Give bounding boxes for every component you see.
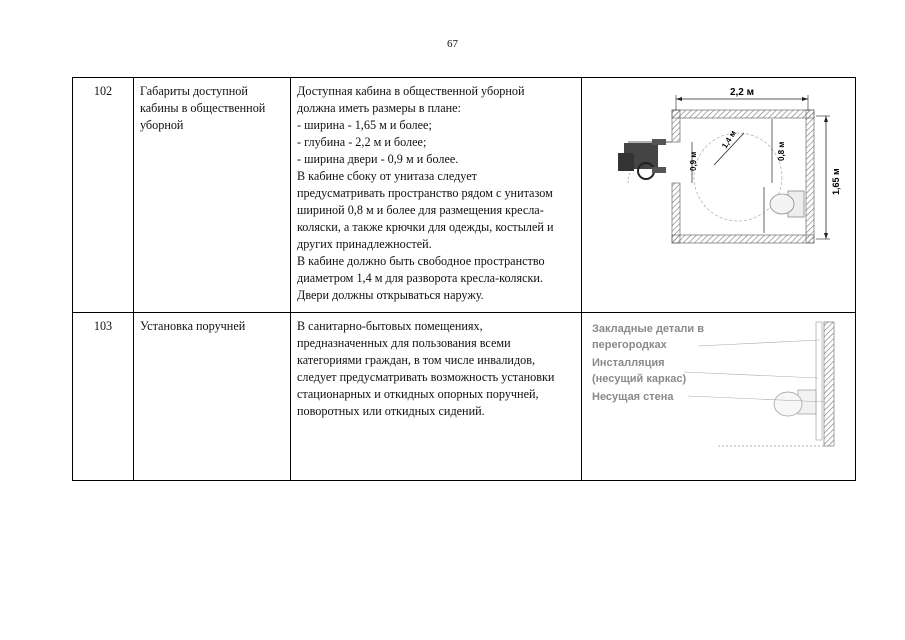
left-wall-bottom (672, 183, 680, 243)
grab-bar-installation-diagram (588, 318, 852, 458)
label-installation: Инсталляция (592, 357, 665, 369)
label-embedded-parts-cont: перегородках (592, 339, 667, 351)
title-line: Габариты доступной (140, 84, 248, 98)
turning-circle (694, 133, 782, 221)
text-line: - ширина - 1,65 м и более; (297, 118, 432, 132)
title-line: кабины в общественной (140, 101, 266, 115)
text-line: - глубина - 2,2 м и более; (297, 135, 427, 149)
dim-right-label: 1,65 м (831, 168, 841, 195)
text-line: диаметром 1,4 м для разворота кресла-коляски. (297, 271, 543, 285)
bottom-wall (672, 235, 814, 243)
table-row (73, 313, 856, 481)
text-line: В кабине должно быть свободное пространство (297, 254, 545, 268)
toilet-icon (770, 191, 804, 217)
left-wall-top (672, 110, 680, 142)
text-line: В кабине сбоку от унитаза следует (297, 169, 477, 183)
right-wall (806, 110, 814, 243)
text-line: категориями граждан, в том числе инвалидов, (297, 353, 536, 367)
wheelchair-icon (618, 139, 666, 179)
title-line: уборной (140, 118, 184, 132)
text-line: коляски, а также крючки для одежды, костылей и (297, 220, 554, 234)
text-line: стационарных и откидных опорных поручней, (297, 387, 539, 401)
bearing-wall (824, 322, 834, 446)
installation-frame (816, 322, 822, 440)
row-figure (582, 313, 856, 481)
toilet-icon (774, 390, 816, 416)
text-line: других принадлежностей. (297, 237, 432, 251)
dim-top-label: 2,2 м (729, 87, 755, 98)
row-description (291, 78, 582, 313)
text-line: должна иметь размеры в плане: (297, 101, 461, 115)
label-bearing-wall: Несущая стена (592, 391, 674, 403)
table-row (73, 78, 856, 313)
text-line: предназначенных для пользования всеми (297, 336, 511, 350)
top-wall (672, 110, 814, 118)
text-line: Двери должны открываться наружу. (297, 288, 484, 302)
row-title (134, 313, 291, 481)
row-number: 102 (73, 78, 134, 313)
row-description (291, 313, 582, 481)
text-line: предусматривать пространство рядом с унитазом (297, 186, 553, 200)
label-embedded-parts: Закладные детали в (592, 323, 704, 335)
label-installation-cont: (несущий каркас) (592, 373, 687, 385)
text-line: Доступная кабина в общественной уборной (297, 84, 525, 98)
row-title (134, 78, 291, 313)
text-line: поворотных или откидных сидений. (297, 404, 485, 418)
text-line: В санитарно-бытовых помещениях, (297, 319, 483, 333)
dim-diag-label: 1,4 м (720, 128, 738, 151)
text-line: следует предусматривать возможность установки (297, 370, 555, 384)
text-line: - ширина двери - 0,9 м и более. (297, 152, 459, 166)
dim-side-label: 0,8 м (777, 141, 786, 161)
requirements-table (72, 77, 856, 481)
text-line: шириной 0,8 м и более для размещения кресла- (297, 203, 544, 217)
row-figure (582, 78, 856, 313)
dim-door-label: 0,9 м (689, 151, 698, 171)
page-number: 67 (447, 38, 458, 50)
title-line: Установка поручней (140, 319, 246, 333)
cabin-plan-diagram (588, 83, 852, 263)
row-number: 103 (73, 313, 134, 481)
